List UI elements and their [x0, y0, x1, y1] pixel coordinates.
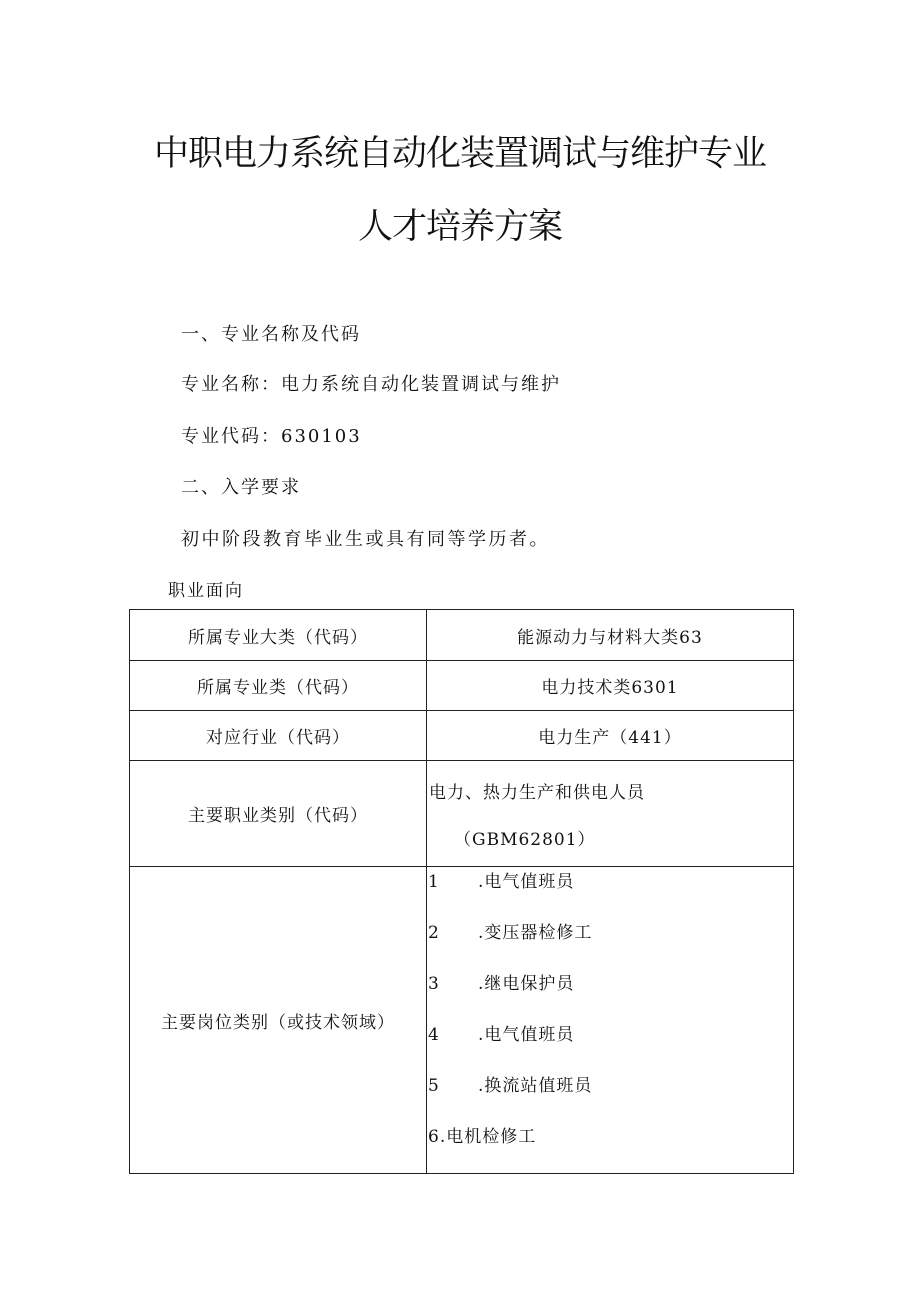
- job-title: .电气值班员: [478, 1025, 575, 1045]
- table-cell-label: 主要职业类别（代码）: [130, 761, 427, 867]
- major-name: 专业名称：电力系统自动化装置调试与维护: [181, 374, 561, 395]
- table-cell-label: 所属专业类（代码）: [130, 661, 427, 711]
- list-item: [427, 867, 793, 918]
- career-table: [129, 609, 794, 1174]
- job-title: .换流站值班员: [478, 1076, 593, 1096]
- list-item: [427, 918, 793, 969]
- table-cell-label: 主要岗位类别（或技术领域）: [130, 867, 427, 1174]
- table-row: [130, 661, 794, 711]
- job-number: 6.: [428, 1127, 447, 1147]
- table-cell-label: 所属专业大类（代码）: [130, 610, 427, 661]
- table-cell-value: 电力技术类6301: [427, 661, 794, 711]
- list-item: [427, 969, 793, 1020]
- job-title: 电机检修工: [446, 1127, 537, 1147]
- occupation-name: 电力、热力生产和供电人员: [429, 782, 645, 803]
- job-number: 3: [428, 974, 440, 994]
- major-code: 专业代码：630103: [181, 426, 362, 447]
- admission-requirement: 初中阶段教育毕业生或具有同等学历者。: [181, 529, 550, 550]
- job-title: .继电保护员: [478, 974, 575, 994]
- job-number: 4: [428, 1025, 440, 1045]
- job-list: [427, 867, 793, 1173]
- list-item: [427, 1020, 793, 1071]
- section-heading-career: 职业面向: [168, 581, 244, 601]
- table-cell-label: 对应行业（代码）: [130, 711, 427, 761]
- document-title-line2: 人才培养方案: [357, 207, 562, 247]
- job-number: 5: [428, 1076, 440, 1096]
- job-number: 2: [428, 923, 440, 943]
- table-cell-value: [427, 867, 794, 1174]
- table-row: [130, 867, 794, 1174]
- table-row: [130, 711, 794, 761]
- table-row: [130, 610, 794, 661]
- job-title: .变压器检修工: [478, 923, 593, 943]
- table-cell-value: [427, 761, 794, 867]
- list-item: [427, 1122, 793, 1173]
- section-heading-major: 一、专业名称及代码: [181, 324, 361, 345]
- job-title: .电气值班员: [478, 872, 575, 892]
- job-number: 1: [428, 872, 440, 892]
- document-title-line1: 中职电力系统自动化装置调试与维护专业: [153, 134, 766, 174]
- list-item: [427, 1071, 793, 1122]
- table-cell-value: 能源动力与材料大类63: [427, 610, 794, 661]
- table-cell-value: 电力生产（441）: [427, 711, 794, 761]
- section-heading-admission: 二、入学要求: [181, 477, 301, 498]
- table-row: [130, 761, 794, 867]
- occupation-code: （GBM62801）: [454, 829, 596, 850]
